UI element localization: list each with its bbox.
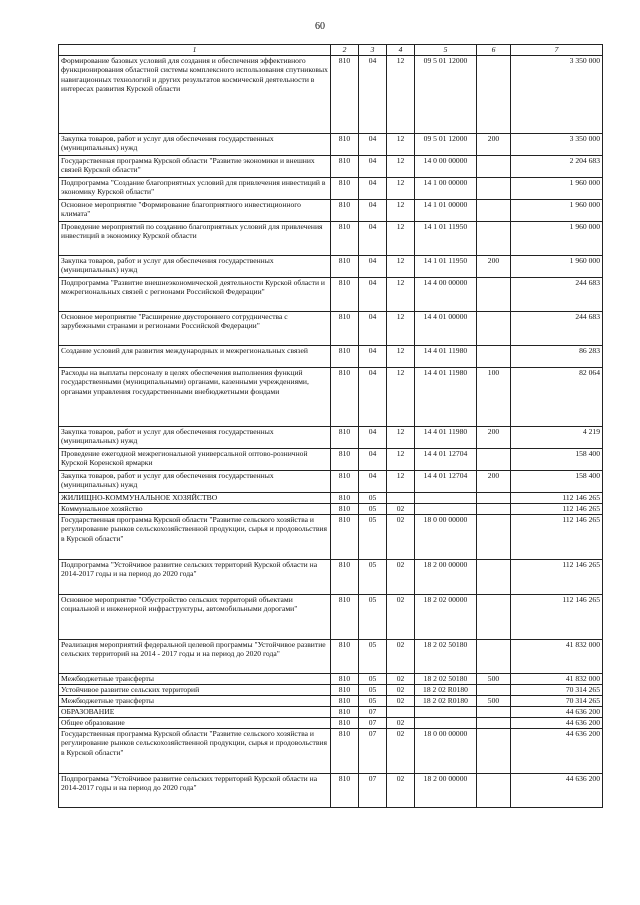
row-amount-cell: 158 400 <box>511 471 603 493</box>
row-section-cell: 04 <box>359 178 387 200</box>
row-amount-cell: 244 683 <box>511 278 603 312</box>
row-amount-cell: 1 960 000 <box>511 178 603 200</box>
row-subsection-cell: 12 <box>387 200 415 222</box>
row-expense-type-cell <box>477 707 511 718</box>
row-subsection-cell: 12 <box>387 346 415 368</box>
row-target-code-cell <box>415 493 477 504</box>
row-admin-code-cell: 810 <box>331 595 359 640</box>
row-target-code-cell: 14 1 00 00000 <box>415 178 477 200</box>
row-amount-cell: 1 960 000 <box>511 222 603 256</box>
row-name-cell: Основное мероприятие "Расширение двустороннего сотрудничества с зарубежными странами и регионами Российской Федерации" <box>59 312 331 346</box>
row-expense-type-cell <box>477 729 511 774</box>
row-section-cell: 04 <box>359 368 387 427</box>
row-amount-cell: 1 960 000 <box>511 200 603 222</box>
row-target-code-cell <box>415 718 477 729</box>
row-amount-cell: 112 146 265 <box>511 560 603 595</box>
row-subsection-cell: 02 <box>387 560 415 595</box>
table-row <box>59 718 603 729</box>
row-expense-type-cell <box>477 346 511 368</box>
row-admin-code-cell: 810 <box>331 56 359 134</box>
table-row <box>59 515 603 560</box>
column-header-4: 4 <box>387 45 415 56</box>
row-name-cell: Государственная программа Курской области "Развитие сельского хозяйства и регулирование рынков сельскохозяйственной продукции, сырья и продовольствия в Курской области" <box>59 729 331 774</box>
row-section-cell: 07 <box>359 774 387 808</box>
row-name-cell: Устойчивое развитие сельских территорий <box>59 685 331 696</box>
row-expense-type-cell <box>477 200 511 222</box>
row-amount-cell: 44 636 200 <box>511 718 603 729</box>
row-amount-cell: 41 832 000 <box>511 674 603 685</box>
row-subsection-cell: 12 <box>387 134 415 156</box>
row-expense-type-cell <box>477 774 511 808</box>
row-target-code-cell: 14 4 01 11980 <box>415 346 477 368</box>
row-target-code-cell: 09 5 01 12000 <box>415 134 477 156</box>
table-row <box>59 707 603 718</box>
row-section-cell: 05 <box>359 515 387 560</box>
row-amount-cell: 3 350 000 <box>511 134 603 156</box>
row-name-cell: Закупка товаров, работ и услуг для обеспечения государственных (муниципальных) нужд <box>59 134 331 156</box>
row-admin-code-cell: 810 <box>331 504 359 515</box>
row-admin-code-cell: 810 <box>331 696 359 707</box>
table-row <box>59 493 603 504</box>
row-admin-code-cell: 810 <box>331 256 359 278</box>
row-target-code-cell: 14 1 01 00000 <box>415 200 477 222</box>
row-subsection-cell: 12 <box>387 449 415 471</box>
row-amount-cell: 44 636 200 <box>511 707 603 718</box>
row-expense-type-cell <box>477 449 511 471</box>
row-amount-cell: 112 146 265 <box>511 515 603 560</box>
table-row <box>59 449 603 471</box>
row-admin-code-cell: 810 <box>331 200 359 222</box>
row-subsection-cell: 02 <box>387 729 415 774</box>
row-amount-cell: 1 960 000 <box>511 256 603 278</box>
row-admin-code-cell: 810 <box>331 471 359 493</box>
row-name-cell: Реализация мероприятий федеральной целевой программы "Устойчивое развитие сельских территорий на 2014 - 2017 годы и на период до 2020 года" <box>59 640 331 674</box>
table-row <box>59 427 603 449</box>
row-expense-type-cell <box>477 178 511 200</box>
row-name-cell: ОБРАЗОВАНИЕ <box>59 707 331 718</box>
row-expense-type-cell <box>477 515 511 560</box>
row-admin-code-cell: 810 <box>331 774 359 808</box>
row-admin-code-cell: 810 <box>331 515 359 560</box>
row-name-cell: Межбюджетные трансферты <box>59 674 331 685</box>
table-row <box>59 696 603 707</box>
row-admin-code-cell: 810 <box>331 368 359 427</box>
row-name-cell: Межбюджетные трансферты <box>59 696 331 707</box>
row-target-code-cell: 18 2 02 R0180 <box>415 696 477 707</box>
row-admin-code-cell: 810 <box>331 427 359 449</box>
table-row <box>59 278 603 312</box>
row-section-cell: 04 <box>359 134 387 156</box>
column-header-2: 2 <box>331 45 359 56</box>
row-subsection-cell: 12 <box>387 312 415 346</box>
row-subsection-cell: 02 <box>387 515 415 560</box>
table-row <box>59 685 603 696</box>
row-expense-type-cell <box>477 278 511 312</box>
table-row <box>59 256 603 278</box>
row-admin-code-cell: 810 <box>331 707 359 718</box>
row-admin-code-cell: 810 <box>331 640 359 674</box>
row-target-code-cell: 18 2 00 00000 <box>415 560 477 595</box>
row-expense-type-cell <box>477 504 511 515</box>
row-subsection-cell: 02 <box>387 685 415 696</box>
table-row <box>59 200 603 222</box>
row-amount-cell: 44 636 200 <box>511 774 603 808</box>
row-section-cell: 07 <box>359 718 387 729</box>
row-target-code-cell: 18 2 02 50180 <box>415 674 477 685</box>
row-expense-type-cell <box>477 595 511 640</box>
row-name-cell: Государственная программа Курской области "Развитие сельского хозяйства и регулирование рынков сельскохозяйственной продукции, сырья и продовольствия в Курской области" <box>59 515 331 560</box>
row-expense-type-cell: 100 <box>477 368 511 427</box>
row-section-cell: 04 <box>359 222 387 256</box>
row-amount-cell: 70 314 265 <box>511 685 603 696</box>
row-subsection-cell: 02 <box>387 696 415 707</box>
row-amount-cell: 112 146 265 <box>511 493 603 504</box>
row-expense-type-cell <box>477 718 511 729</box>
row-name-cell: ЖИЛИЩНО-КОММУНАЛЬНОЕ ХОЗЯЙСТВО <box>59 493 331 504</box>
row-amount-cell: 70 314 265 <box>511 696 603 707</box>
table-row <box>59 156 603 178</box>
table-row <box>59 368 603 427</box>
table-row <box>59 471 603 493</box>
row-target-code-cell: 14 4 01 12704 <box>415 449 477 471</box>
row-section-cell: 05 <box>359 504 387 515</box>
row-section-cell: 04 <box>359 200 387 222</box>
row-admin-code-cell: 810 <box>331 449 359 471</box>
row-name-cell: Закупка товаров, работ и услуг для обеспечения государственных (муниципальных) нужд <box>59 427 331 449</box>
row-section-cell: 07 <box>359 707 387 718</box>
row-subsection-cell: 12 <box>387 222 415 256</box>
row-expense-type-cell: 200 <box>477 427 511 449</box>
row-section-cell: 05 <box>359 493 387 504</box>
row-subsection-cell: 02 <box>387 504 415 515</box>
row-admin-code-cell: 810 <box>331 674 359 685</box>
row-name-cell: Расходы на выплаты персоналу в целях обеспечения выполнения функций государственными (муниципальными) органами, казенными учреждениями, органами управления государственными внебюджетными фондами <box>59 368 331 427</box>
row-name-cell: Создание условий для развития международных и межрегиональных связей <box>59 346 331 368</box>
row-admin-code-cell: 810 <box>331 278 359 312</box>
row-target-code-cell: 18 0 00 00000 <box>415 515 477 560</box>
row-target-code-cell: 14 1 01 11950 <box>415 222 477 256</box>
row-admin-code-cell: 810 <box>331 560 359 595</box>
row-expense-type-cell: 200 <box>477 134 511 156</box>
row-target-code-cell: 14 4 00 00000 <box>415 278 477 312</box>
table-body <box>59 56 603 808</box>
column-header-3: 3 <box>359 45 387 56</box>
row-name-cell: Подпрограмма "Устойчивое развитие сельских территорий Курской области на 2014-2017 годы и на период до 2020 года" <box>59 560 331 595</box>
column-header-1: 1 <box>59 45 331 56</box>
row-admin-code-cell: 810 <box>331 312 359 346</box>
row-subsection-cell: 12 <box>387 368 415 427</box>
table-row <box>59 222 603 256</box>
table-row <box>59 178 603 200</box>
row-expense-type-cell <box>477 685 511 696</box>
row-section-cell: 05 <box>359 674 387 685</box>
row-subsection-cell: 02 <box>387 595 415 640</box>
column-header-7: 7 <box>511 45 603 56</box>
row-subsection-cell: 12 <box>387 471 415 493</box>
row-expense-type-cell: 500 <box>477 674 511 685</box>
row-expense-type-cell <box>477 640 511 674</box>
row-section-cell: 05 <box>359 640 387 674</box>
row-subsection-cell: 02 <box>387 674 415 685</box>
row-admin-code-cell: 810 <box>331 718 359 729</box>
row-section-cell: 04 <box>359 312 387 346</box>
row-target-code-cell <box>415 707 477 718</box>
table-row <box>59 674 603 685</box>
row-admin-code-cell: 810 <box>331 685 359 696</box>
row-section-cell: 05 <box>359 685 387 696</box>
row-subsection-cell: 12 <box>387 156 415 178</box>
row-target-code-cell: 09 5 01 12000 <box>415 56 477 134</box>
row-amount-cell: 112 146 265 <box>511 504 603 515</box>
row-subsection-cell: 02 <box>387 718 415 729</box>
row-admin-code-cell: 810 <box>331 156 359 178</box>
row-admin-code-cell: 810 <box>331 729 359 774</box>
row-subsection-cell <box>387 493 415 504</box>
row-target-code-cell: 18 2 00 00000 <box>415 774 477 808</box>
row-name-cell: Основное мероприятие "Обустройство сельских территорий объектами социальной и инженерной инфраструктуры, автомобильными дорогами" <box>59 595 331 640</box>
row-amount-cell: 3 350 000 <box>511 56 603 134</box>
row-name-cell: Подпрограмма "Создание благоприятных условий для привлечения инвестиций в экономику Курской области" <box>59 178 331 200</box>
row-section-cell: 04 <box>359 427 387 449</box>
row-subsection-cell: 12 <box>387 256 415 278</box>
row-name-cell: Подпрограмма "Устойчивое развитие сельских территорий Курской области на 2014-2017 годы и на период до 2020 года" <box>59 774 331 808</box>
row-section-cell: 04 <box>359 256 387 278</box>
budget-table <box>58 44 603 808</box>
table-row <box>59 504 603 515</box>
row-subsection-cell <box>387 707 415 718</box>
row-target-code-cell: 14 4 01 11980 <box>415 427 477 449</box>
row-target-code-cell: 18 2 02 R0180 <box>415 685 477 696</box>
row-name-cell: Закупка товаров, работ и услуг для обеспечения государственных (муниципальных) нужд <box>59 256 331 278</box>
row-expense-type-cell <box>477 56 511 134</box>
table-row <box>59 640 603 674</box>
table-row <box>59 595 603 640</box>
row-target-code-cell <box>415 504 477 515</box>
row-amount-cell: 158 400 <box>511 449 603 471</box>
row-target-code-cell: 14 4 01 11980 <box>415 368 477 427</box>
row-amount-cell: 44 636 200 <box>511 729 603 774</box>
row-expense-type-cell <box>477 493 511 504</box>
row-section-cell: 07 <box>359 729 387 774</box>
row-section-cell: 04 <box>359 449 387 471</box>
row-target-code-cell: 14 4 01 12704 <box>415 471 477 493</box>
row-expense-type-cell <box>477 156 511 178</box>
row-expense-type-cell: 500 <box>477 696 511 707</box>
row-name-cell: Закупка товаров, работ и услуг для обеспечения государственных (муниципальных) нужд <box>59 471 331 493</box>
row-amount-cell: 244 683 <box>511 312 603 346</box>
row-amount-cell: 86 283 <box>511 346 603 368</box>
row-expense-type-cell <box>477 222 511 256</box>
row-target-code-cell: 14 4 01 00000 <box>415 312 477 346</box>
table-row <box>59 134 603 156</box>
row-section-cell: 04 <box>359 346 387 368</box>
row-expense-type-cell: 200 <box>477 471 511 493</box>
row-amount-cell: 82 064 <box>511 368 603 427</box>
row-admin-code-cell: 810 <box>331 178 359 200</box>
row-name-cell: Государственная программа Курской области "Развитие экономики и внешних связей Курской области" <box>59 156 331 178</box>
row-section-cell: 04 <box>359 278 387 312</box>
column-header-6: 6 <box>477 45 511 56</box>
row-section-cell: 04 <box>359 56 387 134</box>
row-name-cell: Проведение мероприятий по созданию благоприятных условий для привлечения инвестиций в экономику Курской области <box>59 222 331 256</box>
row-target-code-cell: 18 2 02 00000 <box>415 595 477 640</box>
row-section-cell: 05 <box>359 696 387 707</box>
row-target-code-cell: 18 2 02 50180 <box>415 640 477 674</box>
row-amount-cell: 41 832 000 <box>511 640 603 674</box>
table-row <box>59 346 603 368</box>
row-amount-cell: 112 146 265 <box>511 595 603 640</box>
row-target-code-cell: 14 1 01 11950 <box>415 256 477 278</box>
row-section-cell: 05 <box>359 595 387 640</box>
row-name-cell: Проведение ежегодной межрегиональной универсальной оптово-розничной Курской Коренской ярмарки <box>59 449 331 471</box>
row-name-cell: Подпрограмма "Развитие внешнеэкономической деятельности Курской области и межрегиональных связей с регионами Российской Федерации" <box>59 278 331 312</box>
header-row <box>59 45 603 56</box>
row-admin-code-cell: 810 <box>331 346 359 368</box>
table-row <box>59 729 603 774</box>
row-target-code-cell: 14 0 00 00000 <box>415 156 477 178</box>
page-number: 60 <box>315 21 325 32</box>
table-row <box>59 774 603 808</box>
column-header-5: 5 <box>415 45 477 56</box>
row-name-cell: Общее образование <box>59 718 331 729</box>
row-subsection-cell: 12 <box>387 178 415 200</box>
row-subsection-cell: 12 <box>387 427 415 449</box>
row-subsection-cell: 02 <box>387 774 415 808</box>
row-amount-cell: 4 219 <box>511 427 603 449</box>
table-row <box>59 560 603 595</box>
row-admin-code-cell: 810 <box>331 222 359 256</box>
row-expense-type-cell: 200 <box>477 256 511 278</box>
row-amount-cell: 2 204 683 <box>511 156 603 178</box>
row-section-cell: 04 <box>359 156 387 178</box>
row-subsection-cell: 02 <box>387 640 415 674</box>
row-admin-code-cell: 810 <box>331 493 359 504</box>
row-subsection-cell: 12 <box>387 278 415 312</box>
table-row <box>59 312 603 346</box>
row-target-code-cell: 18 0 00 00000 <box>415 729 477 774</box>
row-expense-type-cell <box>477 312 511 346</box>
row-section-cell: 04 <box>359 471 387 493</box>
row-admin-code-cell: 810 <box>331 134 359 156</box>
row-name-cell: Основное мероприятие "Формирование благоприятного инвестиционного климата" <box>59 200 331 222</box>
row-subsection-cell: 12 <box>387 56 415 134</box>
row-name-cell: Формирование базовых условий для создания и обеспечения эффективного функционирования областной системы комплексного использования спутниковых навигационных технологий и других результатов космической деятельности в интересах развития Курской области <box>59 56 331 134</box>
row-name-cell: Коммунальное хозяйство <box>59 504 331 515</box>
row-expense-type-cell <box>477 560 511 595</box>
table-row <box>59 56 603 134</box>
row-section-cell: 05 <box>359 560 387 595</box>
